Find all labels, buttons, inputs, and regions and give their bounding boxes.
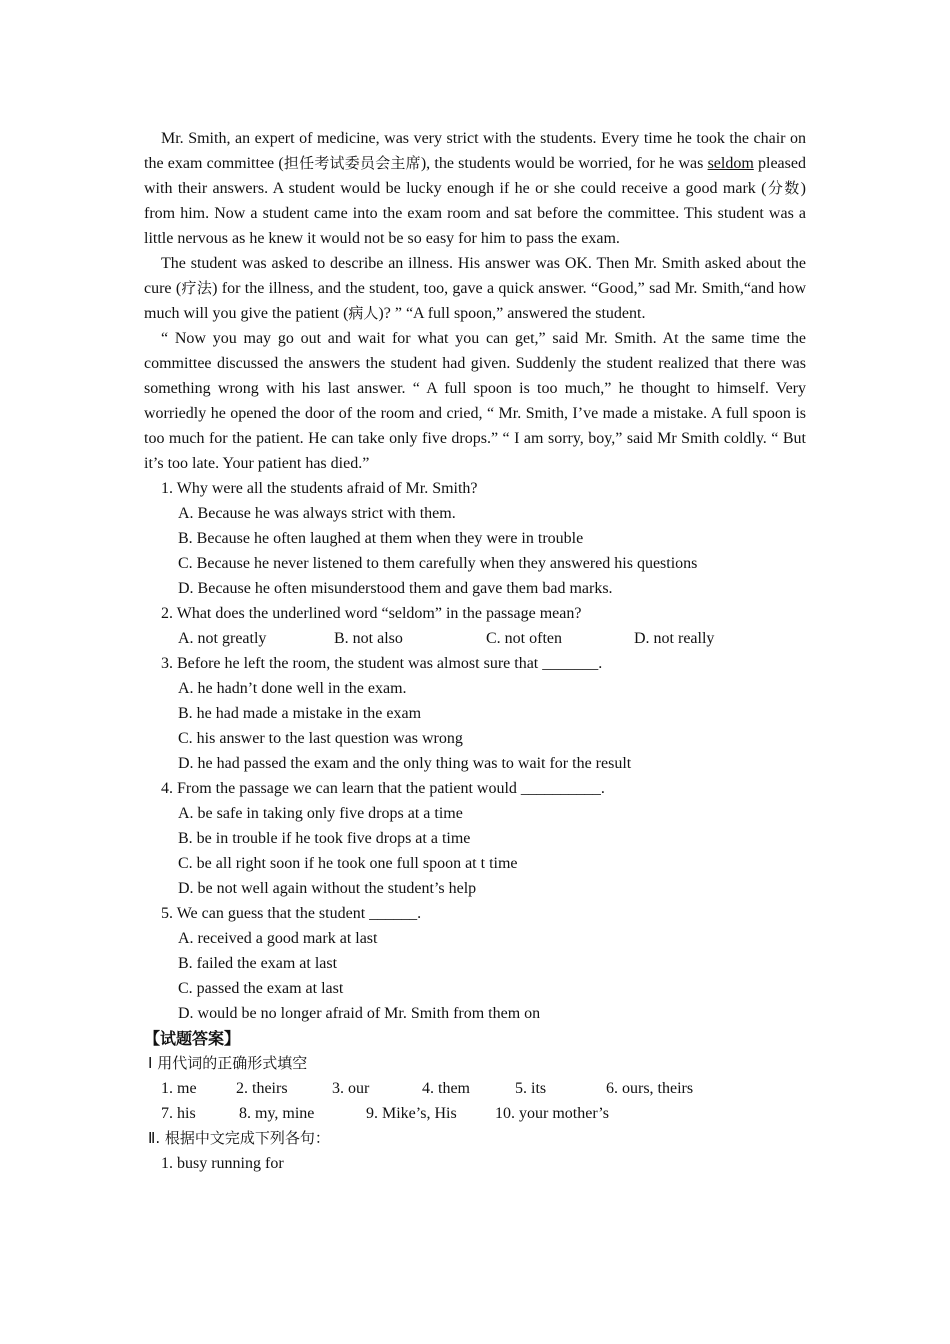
answers-row-1 — [144, 1076, 806, 1101]
question-2-options — [144, 626, 806, 651]
question-2-option-b: B. not also — [334, 630, 403, 647]
answer-item: 8. my, mine — [239, 1105, 315, 1122]
question-4-option-d: D. be not well again without the student’s help — [178, 880, 477, 897]
answer-item: 9. Mike’s, His — [366, 1105, 457, 1122]
cn-gloss: 担任考试委员会主席 — [283, 154, 421, 172]
question-3-option-d: D. he had passed the exam and the only thing was to wait for the result — [178, 755, 632, 772]
question-3-option-c: C. his answer to the last question was wrong — [178, 730, 463, 747]
question-1-option-b: B. Because he often laughed at them when they were in trouble — [178, 530, 584, 547]
answers-section-1-title: Ⅰ 用代词的正确形式填空 — [148, 1054, 308, 1072]
question-2-option-c: C. not often — [486, 630, 562, 647]
question-2-option-a: A. not greatly — [178, 630, 267, 647]
cn-gloss: 疗法 — [181, 279, 213, 297]
answers-section-2-item-1: 1. busy running for — [161, 1155, 284, 1172]
answer-item: 1. me — [161, 1080, 197, 1097]
question-5-option-b: B. failed the exam at last — [178, 955, 338, 972]
answer-item: 4. them — [422, 1080, 470, 1097]
answer-item: 6. ours, theirs — [606, 1080, 694, 1097]
cn-gloss: 分数 — [766, 179, 801, 197]
question-1-option-d: D. Because he often misunderstood them and gave them bad marks. — [178, 580, 613, 597]
cn-gloss: 病人 — [348, 304, 379, 322]
question-3: 3. Before he left the room, the student was almost sure that _______. — [161, 655, 603, 672]
answer-item: 7. his — [161, 1105, 196, 1122]
question-5-option-d: D. would be no longer afraid of Mr. Smith from them on — [178, 1005, 541, 1022]
question-5: 5. We can guess that the student ______. — [161, 905, 422, 922]
passage-paragraph-1: Mr. Smith, an expert of medicine, was very strict with the students. Every time he took the chair on the exam committee (担任考试委员会主席), the students would be worried, for he was seldom pleased with their answers. A student would be lucky enough if he or she could receive a good mark (分数) from him. Now a student came into the exam room and sat before the committee. This student was a little nervous as he knew it would not be so easy for him to pass the exam. — [144, 130, 806, 247]
question-1-option-a: A. Because he was always strict with them. — [178, 505, 456, 522]
question-1: 1. Why were all the students afraid of Mr. Smith? — [161, 480, 478, 497]
passage-paragraph-3: “ Now you may go out and wait for what you can get,” said Mr. Smith. At the same time the committee discussed the answers the student had given. Suddenly the student realized that there was something wrong with his last answer. “ A full spoon is too much,” he thought to himself. Very worriedly he opened the door of the room and cried, “ Mr. Smith, I’ve made a mistake. A full spoon is too much for the patient. He can take only five drops.” “ I am sorry, boy,” said Mr Smith coldly. “ But it’s too late. Your patient has died.” — [144, 330, 806, 472]
document-page — [144, 126, 806, 1176]
question-5-option-c: C. passed the exam at last — [178, 980, 344, 997]
passage-paragraph-2: The student was asked to describe an illness. His answer was OK. Then Mr. Smith asked about the cure (疗法) for the illness, and the student, too, gave a quick answer. “Good,” sad Mr. Smith,“and how much will you give the patient (病人)? ” “A full spoon,” answered the student. — [144, 255, 807, 322]
underlined-word: seldom — [707, 155, 754, 172]
question-4-option-a: A. be safe in taking only five drops at a time — [178, 805, 463, 822]
answer-item: 2. theirs — [236, 1080, 288, 1097]
answer-item: 5. its — [515, 1080, 547, 1097]
answer-item: 3. our — [332, 1080, 370, 1097]
answers-heading: 【试题答案】 — [144, 1029, 241, 1048]
question-2-option-d: D. not really — [634, 630, 715, 647]
answer-item: 10. your mother’s — [495, 1105, 609, 1122]
question-4-option-c: C. be all right soon if he took one full spoon at t time — [178, 855, 518, 872]
answers-row-2 — [144, 1101, 806, 1126]
question-4-option-b: B. be in trouble if he took five drops at a time — [178, 830, 471, 847]
question-3-option-b: B. he had made a mistake in the exam — [178, 705, 422, 722]
answers-section-2-title: Ⅱ. 根据中文完成下列各句： — [148, 1129, 330, 1147]
question-3-option-a: A. he hadn’t done well in the exam. — [178, 680, 407, 697]
question-2: 2. What does the underlined word “seldom” in the passage mean? — [161, 605, 582, 622]
question-4: 4. From the passage we can learn that the patient would __________. — [161, 780, 605, 797]
question-5-option-a: A. received a good mark at last — [178, 930, 378, 947]
question-1-option-c: C. Because he never listened to them carefully when they answered his questions — [178, 555, 698, 572]
